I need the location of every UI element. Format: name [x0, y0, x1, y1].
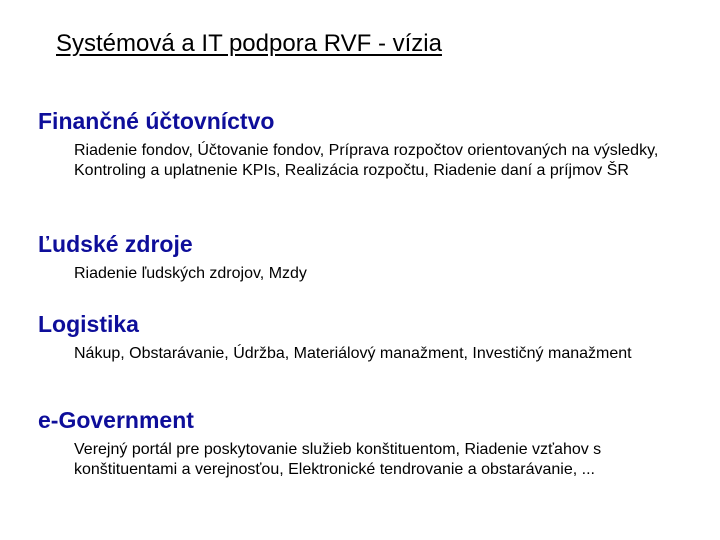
slide-title: Systémová a IT podpora RVF - vízia: [56, 30, 442, 57]
section-financne-uctovnictvo: [38, 108, 688, 181]
section-body: Riadenie ľudských zdrojov, Mzdy: [74, 265, 307, 282]
section-heading: Finančné účtovníctvo: [38, 108, 275, 134]
section-heading: Ľudské zdroje: [38, 231, 193, 257]
section-body: Verejný portál pre poskytovanie služieb konštituentom, Riadenie vzťahov s konštituentami a verejnosťou, Elektronické tendrovanie a obstarávanie, ...: [74, 441, 602, 478]
section-ludske-zdroje: [38, 231, 688, 284]
section-e-government: [38, 407, 688, 480]
section-body: Riadenie fondov, Účtovanie fondov, Príprava rozpočtov orientovaných na výsledky, Kontroling a uplatnenie KPIs, Realizácia rozpočtu, Riadenie daní a príjmov ŠR: [74, 142, 659, 179]
section-heading: e-Government: [38, 407, 194, 433]
section-heading: Logistika: [38, 311, 139, 337]
section-body: Nákup, Obstarávanie, Údržba, Materiálový manažment, Investičný manažment: [74, 345, 632, 362]
section-logistika: [38, 311, 688, 364]
